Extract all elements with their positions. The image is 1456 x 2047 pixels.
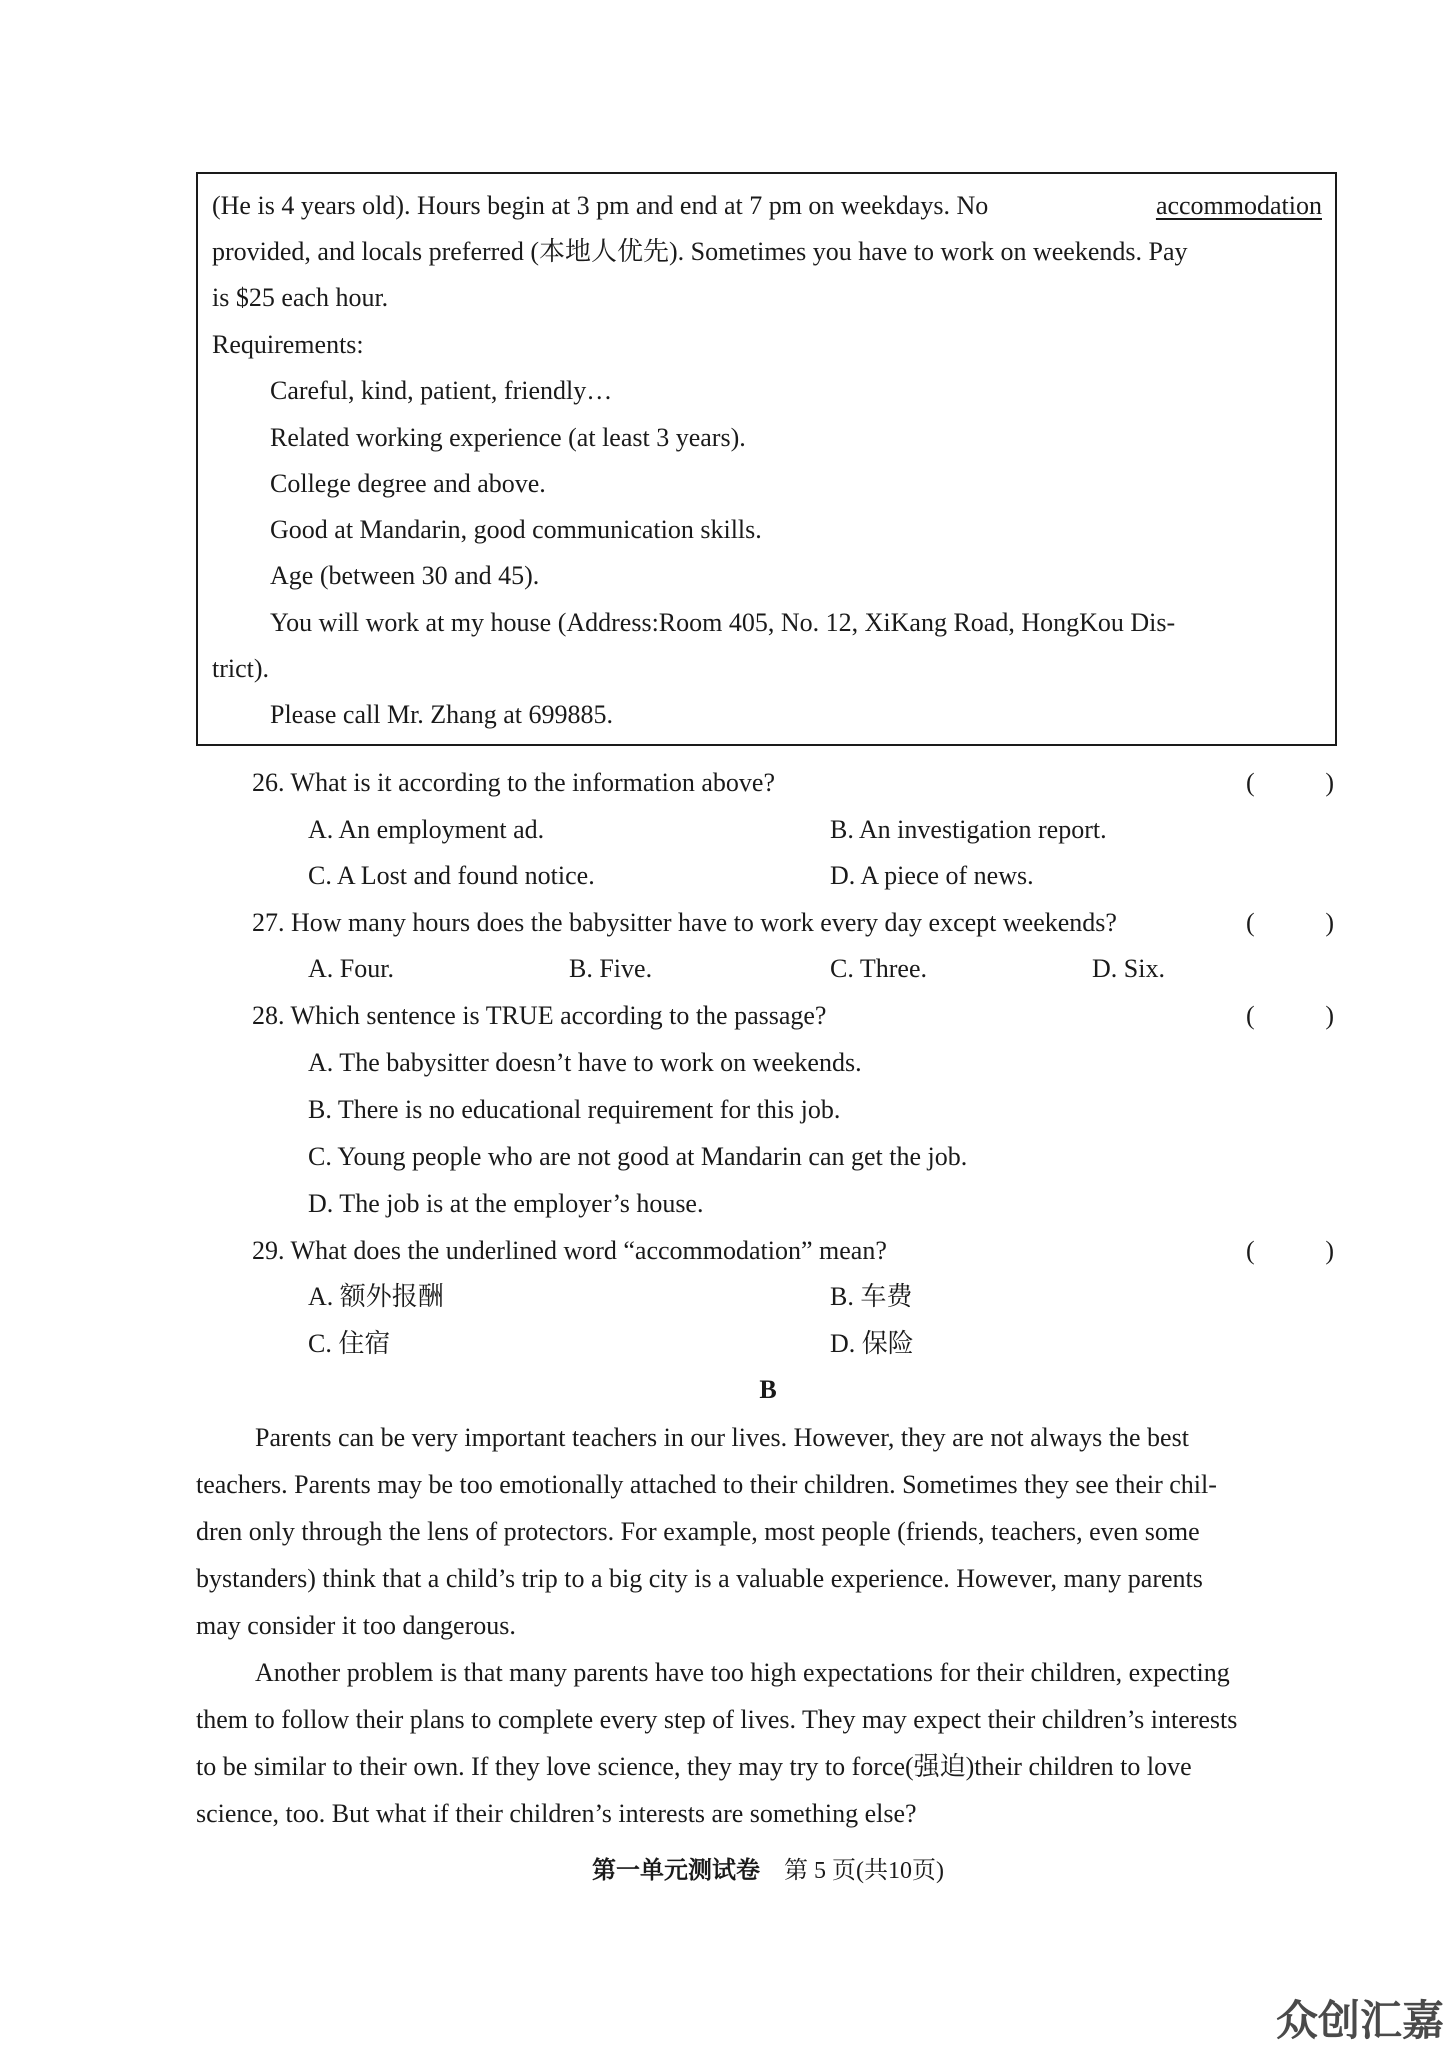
option-26-d[interactable]: D. A piece of news. — [830, 861, 1034, 890]
option-27-c[interactable]: C. Three. — [830, 954, 927, 983]
test-title: 第一单元测试卷 — [592, 1858, 760, 1884]
paragraph-2-line: to be similar to their own. If they love science, they may try to force(强迫)their children to love — [196, 1752, 1192, 1781]
answer-bracket-29[interactable]: ( ) — [1246, 1236, 1334, 1265]
option-28-a[interactable]: A. The babysitter doesn’t have to work on weekends. — [308, 1048, 862, 1077]
option-27-a[interactable]: A. Four. — [308, 954, 394, 983]
option-29-c[interactable]: C. 住宿 — [308, 1329, 391, 1358]
option-28-d[interactable]: D. The job is at the employer’s house. — [308, 1189, 704, 1218]
option-29-b[interactable]: B. 车费 — [830, 1282, 913, 1311]
paragraph-1-line: Parents can be very important teachers in our lives. However, they are not always the best — [255, 1423, 1189, 1452]
section-b-heading: B — [759, 1375, 777, 1404]
requirement-item: Related working experience (at least 3 years). — [270, 423, 746, 452]
question-27-stem: 27. How many hours does the babysitter have to work every day except weekends? — [252, 908, 1117, 937]
question-28-stem: 28. Which sentence is TRUE according to the passage? — [252, 1001, 827, 1030]
option-29-d[interactable]: D. 保险 — [830, 1329, 914, 1358]
option-29-a[interactable]: A. 额外报酬 — [308, 1282, 444, 1311]
address-line-1: You will work at my house (Address:Room 405, No. 12, XiKang Road, HongKou Dis- — [270, 608, 1176, 637]
contact-line: Please call Mr. Zhang at 699885. — [270, 700, 613, 729]
page-footer — [0, 1856, 1456, 1886]
option-26-b[interactable]: B. An investigation report. — [830, 815, 1107, 844]
requirement-item: Careful, kind, patient, friendly… — [270, 376, 613, 405]
notice-line-1 — [212, 191, 1322, 221]
requirements-label: Requirements: — [212, 330, 364, 359]
answer-bracket-28[interactable]: ( ) — [1246, 1001, 1334, 1030]
notice-line-2: provided, and locals preferred (本地人优先). Sometimes you have to work on weekends. Pay — [212, 237, 1188, 266]
option-27-d[interactable]: D. Six. — [1092, 954, 1165, 983]
option-26-c[interactable]: C. A Lost and found notice. — [308, 861, 595, 890]
watermark-logo: 众创汇嘉 — [1276, 1996, 1445, 2045]
requirement-item: College degree and above. — [270, 469, 546, 498]
option-28-b[interactable]: B. There is no educational requirement for this job. — [308, 1095, 841, 1124]
requirement-item: Age (between 30 and 45). — [270, 561, 540, 590]
paragraph-1-line: may consider it too dangerous. — [196, 1611, 516, 1640]
option-28-c[interactable]: C. Young people who are not good at Mandarin can get the job. — [308, 1142, 968, 1171]
paragraph-1-line: teachers. Parents may be too emotionally attached to their children. Sometimes they see their chil- — [196, 1470, 1217, 1499]
paragraph-2-line: science, too. But what if their children’s interests are something else? — [196, 1799, 917, 1828]
page-number: 第 5 页(共10页) — [784, 1858, 944, 1884]
paragraph-2-line: them to follow their plans to complete every step of lives. They may expect their children’s interests — [196, 1705, 1238, 1734]
answer-bracket-27[interactable]: ( ) — [1246, 908, 1334, 937]
address-line-2: trict). — [212, 654, 270, 683]
paragraph-1-line: dren only through the lens of protectors. For example, most people (friends, teachers, even some — [196, 1517, 1200, 1546]
option-27-b[interactable]: B. Five. — [569, 954, 653, 983]
paragraph-1-line: bystanders) think that a child’s trip to a big city is a valuable experience. However, many parents — [196, 1564, 1203, 1593]
underlined-word: accommodation — [1155, 191, 1322, 220]
notice-line-1-text: (He is 4 years old). Hours begin at 3 pm and end at 7 pm on weekdays. No — [212, 191, 989, 220]
answer-bracket-26[interactable]: ( ) — [1246, 768, 1334, 797]
question-26-stem: 26. What is it according to the information above? — [252, 768, 775, 797]
option-26-a[interactable]: A. An employment ad. — [308, 815, 545, 844]
paragraph-2-line: Another problem is that many parents have too high expectations for their children, expecting — [255, 1658, 1230, 1687]
notice-line-3: is $25 each hour. — [212, 283, 389, 312]
requirement-item: Good at Mandarin, good communication skills. — [270, 515, 762, 544]
question-29-stem: 29. What does the underlined word “accommodation” mean? — [252, 1236, 887, 1265]
